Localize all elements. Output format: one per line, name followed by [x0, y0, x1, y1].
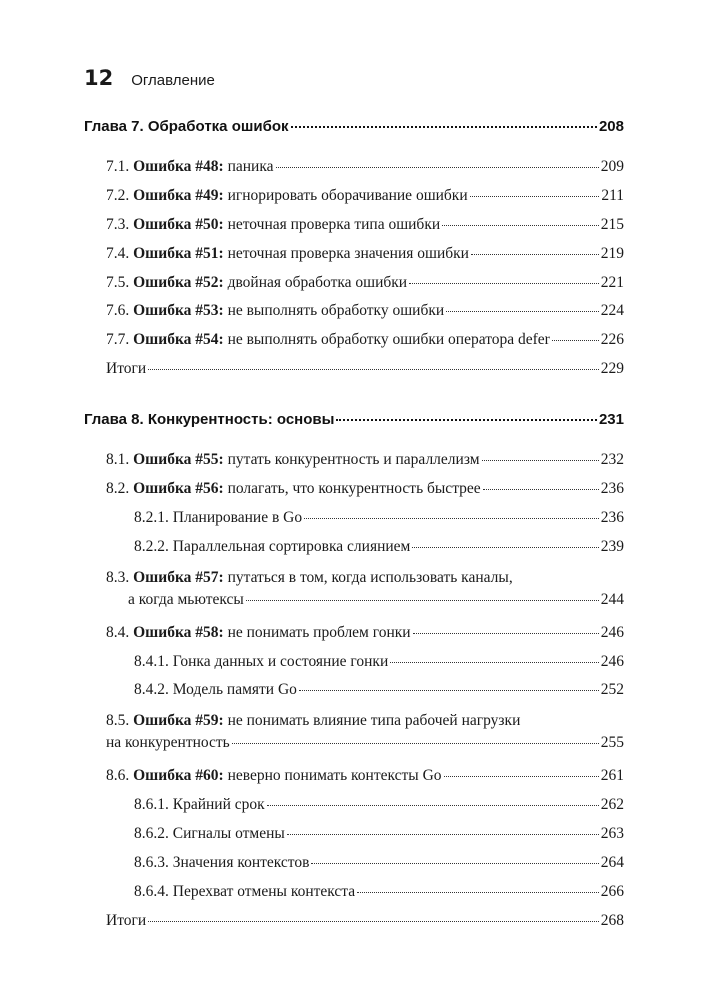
toc-subentry[interactable] — [84, 653, 624, 682]
entry-page: 266 — [600, 882, 624, 900]
entry-number: 8.4.2. — [134, 681, 169, 699]
entry-title: неточная проверка значения ошибки — [223, 244, 469, 262]
toc-entry[interactable] — [84, 451, 624, 480]
mistake-label: Ошибка #57: — [133, 568, 224, 586]
dot-leader — [336, 419, 597, 421]
dot-leader — [291, 126, 597, 128]
entry-number: 7.4. — [106, 244, 130, 262]
dot-leader — [409, 283, 599, 284]
entry-title: Сигналы отмены — [172, 825, 285, 843]
entry-title: паника — [223, 158, 274, 175]
entry-number: 8.6.2. — [134, 825, 169, 843]
toc-entry[interactable] — [84, 567, 624, 613]
entry-page: 226 — [600, 331, 624, 349]
chapter-page: 208 — [598, 118, 624, 135]
entry-page: 236 — [600, 480, 624, 498]
mistake-label: Ошибка #58: — [133, 623, 224, 641]
entry-title-continued: на конкурентность — [106, 734, 230, 752]
toc-entry[interactable] — [84, 158, 624, 187]
dot-leader — [470, 196, 600, 197]
entry-page: 221 — [600, 273, 624, 291]
table-of-contents — [84, 118, 624, 941]
dot-leader — [267, 805, 599, 806]
entry-page: 261 — [600, 767, 624, 785]
entry-number: 7.1. — [106, 158, 130, 175]
entry-page: 244 — [600, 590, 624, 608]
page-header — [84, 66, 215, 90]
entry-number: 8.6. — [106, 767, 130, 785]
entry-page: 264 — [600, 854, 624, 872]
entry-page: 255 — [600, 734, 624, 752]
chapter-title: Глава 8. Конкурентность: основы — [84, 411, 335, 429]
entry-title: Гонка данных и состояние гонки — [172, 652, 389, 670]
dot-leader — [148, 921, 599, 922]
toc-entry[interactable] — [84, 480, 624, 509]
entry-title: не понимать влияние типа рабочей нагрузки — [223, 712, 521, 730]
entry-page: 246 — [600, 623, 624, 641]
mistake-label: Ошибка #55: — [133, 451, 224, 469]
dot-leader — [482, 460, 599, 461]
toc-subentry[interactable] — [84, 883, 624, 912]
dot-leader — [304, 518, 599, 519]
entry-page: 224 — [600, 302, 624, 320]
entry-title: не понимать проблем гонки — [223, 623, 411, 641]
entry-page: 215 — [600, 215, 624, 233]
toc-subentry[interactable] — [84, 681, 624, 710]
entry-title: Значения контекстов — [172, 854, 310, 872]
toc-entry[interactable] — [84, 245, 624, 274]
toc-entry[interactable] — [84, 710, 624, 756]
chapter-7-heading[interactable] — [84, 118, 624, 146]
entry-page: 263 — [600, 825, 624, 843]
entry-title: Параллельная сортировка слиянием — [172, 537, 411, 555]
entry-page: 246 — [600, 652, 624, 670]
summary-title: Итоги — [106, 360, 147, 378]
dot-leader — [287, 834, 599, 835]
entry-title: Перехват отмены контекста — [172, 882, 356, 900]
mistake-label: Ошибка #56: — [133, 480, 224, 498]
entry-title-continued: а когда мьютексы — [128, 590, 244, 608]
entry-page: 236 — [600, 508, 624, 526]
mistake-label: Ошибка #54: — [133, 331, 224, 349]
toc-entry[interactable] — [84, 187, 624, 216]
dot-leader — [246, 600, 599, 601]
entry-number: 8.2.2. — [134, 537, 169, 555]
entry-title: не выполнять обработку ошибки оператора defer — [223, 331, 550, 349]
entry-number: 8.6.4. — [134, 882, 169, 900]
toc-entry[interactable] — [84, 767, 624, 796]
dot-leader — [299, 690, 599, 691]
entry-title: неточная проверка типа ошибки — [223, 215, 441, 233]
entry-page: 239 — [600, 537, 624, 555]
entry-number: 7.6. — [106, 302, 130, 320]
entry-title: путать конкурентность и параллелизм — [223, 451, 480, 469]
mistake-label: Ошибка #59: — [133, 712, 224, 730]
mistake-label: Ошибка #52: — [133, 273, 224, 291]
entry-title: не выполнять обработку ошибки — [223, 302, 445, 320]
dot-leader — [444, 776, 599, 777]
dot-leader — [442, 225, 599, 226]
summary-title: Итоги — [106, 911, 147, 929]
dot-leader — [446, 311, 599, 312]
entry-page: 262 — [600, 796, 624, 814]
mistake-label: Ошибка #51: — [133, 244, 224, 262]
dot-leader — [471, 254, 599, 255]
entry-page: 211 — [601, 186, 624, 204]
dot-leader — [390, 662, 599, 663]
entry-title: неверно понимать контексты Go — [223, 767, 442, 785]
entry-page: 252 — [600, 681, 624, 699]
entry-number: 7.3. — [106, 215, 130, 233]
entry-number: 7.2. — [106, 186, 130, 204]
dot-leader — [357, 892, 599, 893]
entry-title: игнорировать оборачивание ошибки — [223, 186, 468, 204]
dot-leader — [483, 489, 599, 490]
mistake-label: Ошибка #49: — [133, 186, 224, 204]
toc-summary-entry[interactable] — [84, 912, 624, 941]
entry-title: Крайний срок — [172, 796, 265, 814]
toc-subentry[interactable] — [84, 509, 624, 538]
mistake-label: Ошибка #50: — [133, 215, 224, 233]
chapter-page: 231 — [598, 411, 624, 429]
entry-number: 7.7. — [106, 331, 130, 349]
toc-entry[interactable] — [84, 216, 624, 245]
page-number: 12 — [84, 66, 114, 90]
entry-title: двойная обработка ошибки — [223, 273, 408, 291]
chapter-8-heading[interactable] — [84, 411, 624, 439]
entry-number: 8.6.3. — [134, 854, 169, 872]
dot-leader — [311, 863, 598, 864]
dot-leader — [276, 167, 599, 168]
entry-page: 229 — [600, 360, 624, 378]
mistake-label: Ошибка #60: — [133, 767, 224, 785]
entry-number: 8.4. — [106, 623, 130, 641]
chapter-title: Глава 7. Обработка ошибок — [84, 118, 289, 135]
dot-leader — [413, 633, 599, 634]
toc-entry[interactable] — [84, 624, 624, 653]
entry-number: 8.5. — [106, 712, 130, 730]
toc-subentry[interactable] — [84, 825, 624, 854]
entry-number: 7.5. — [106, 273, 130, 291]
dot-leader — [148, 369, 599, 370]
toc-subentry[interactable] — [84, 854, 624, 883]
entry-title: путаться в том, когда использовать каналы, — [223, 568, 513, 586]
entry-title: полагать, что конкурентность быстрее — [223, 480, 481, 498]
toc-entry[interactable] — [84, 274, 624, 303]
running-title: Оглавление — [131, 72, 215, 89]
entry-number: 8.2.1. — [134, 508, 169, 526]
entry-number: 8.4.1. — [134, 652, 169, 670]
entry-title: Планирование в Go — [172, 508, 303, 526]
mistake-label: Ошибка #48: — [133, 158, 224, 175]
toc-subentry[interactable] — [84, 796, 624, 825]
dot-leader — [232, 743, 599, 744]
entry-number: 8.3. — [106, 568, 130, 586]
entry-title: Модель памяти Go — [172, 681, 297, 699]
entry-number: 8.2. — [106, 480, 130, 498]
dot-leader — [412, 547, 598, 548]
toc-entry[interactable] — [84, 331, 624, 360]
mistake-label: Ошибка #53: — [133, 302, 224, 320]
entry-page: 209 — [600, 158, 624, 175]
entry-page: 268 — [600, 911, 624, 929]
entry-number: 8.6.1. — [134, 796, 169, 814]
toc-summary-entry[interactable] — [84, 360, 624, 389]
toc-entry[interactable] — [84, 302, 624, 331]
entry-page: 232 — [600, 451, 624, 469]
dot-leader — [552, 340, 599, 341]
entry-number: 8.1. — [106, 451, 130, 469]
toc-subentry[interactable] — [84, 538, 624, 567]
entry-page: 219 — [600, 244, 624, 262]
